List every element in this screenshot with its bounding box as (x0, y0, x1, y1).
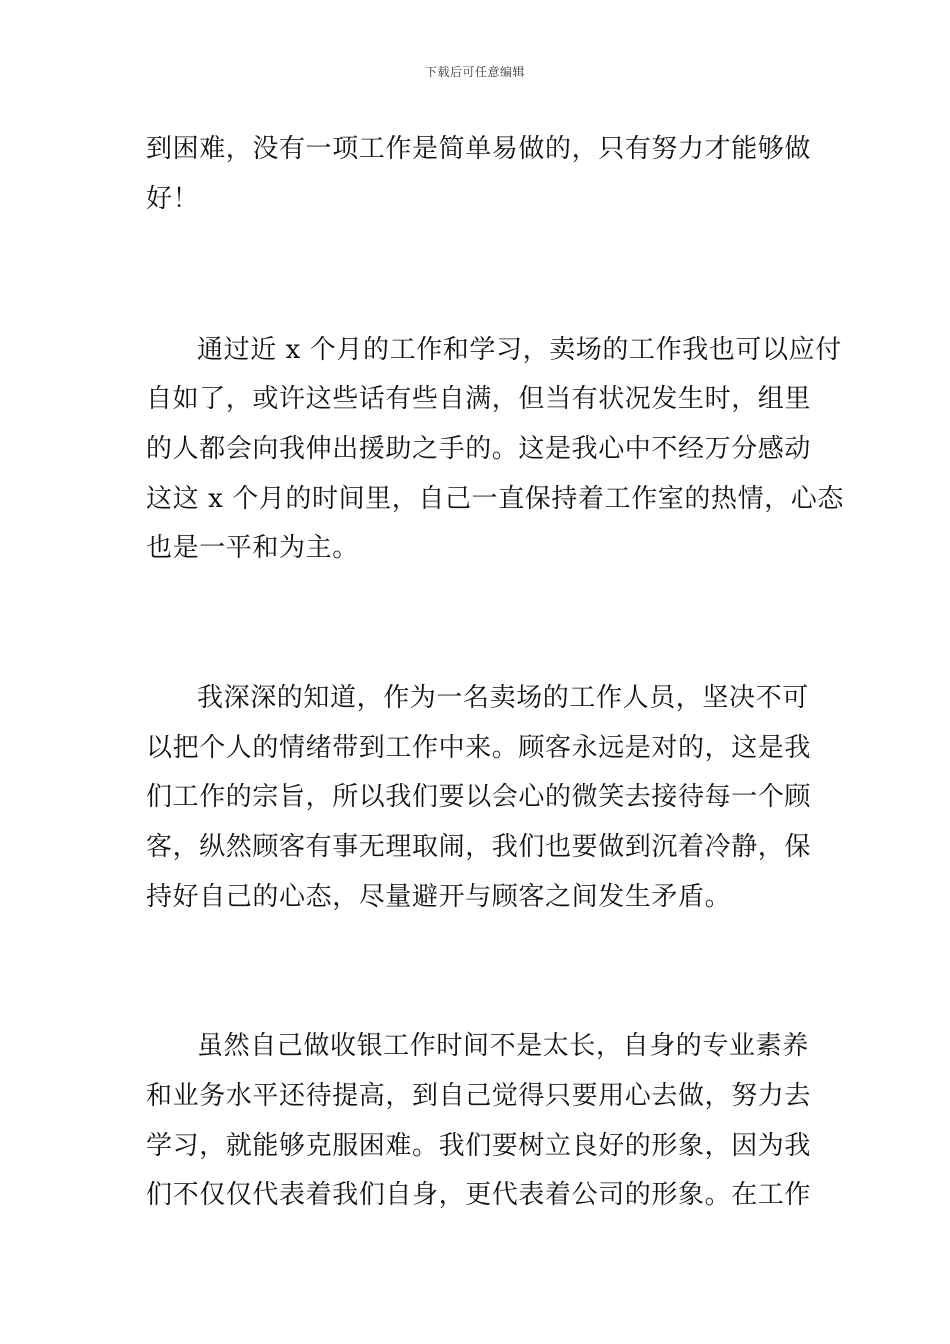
paragraph-line: 的人都会向我伸出援助之手的。这是我心中不经万分感动 (146, 434, 812, 464)
paragraph-line: 客，纵然顾客有事无理取闹，我们也要做到沉着冷静，保 (146, 832, 812, 862)
paragraph-line: 持好自己的心态，尽量避开与顾客之间发生矛盾。 (146, 882, 732, 912)
paragraph-line: 以把个人的情绪带到工作中来。顾客永远是对的，这是我 (146, 733, 812, 763)
paragraph-line: 这这 x 个月的时间里，自己一直保持着工作室的热情，心态 (146, 484, 844, 514)
paragraph-line: 我深深的知道，作为一名卖场的工作人员，坚决不可 (197, 683, 809, 713)
paragraph-line: 自如了，或许这些话有些自满，但当有状况发生时，组里 (146, 384, 812, 414)
page-header: 下载后可任意编辑 (424, 65, 525, 79)
paragraph-line: 虽然自己做收银工作时间不是太长，自身的专业素养 (197, 1031, 809, 1061)
paragraph-line: 们不仅仅代表着我们自身，更代表着公司的形象。在工作 (146, 1180, 812, 1210)
paragraph-line: 到困难，没有一项工作是简单易做的，只有努力才能够做 (146, 134, 812, 164)
paragraph-line: 也是一平和为主。 (146, 533, 359, 563)
paragraph-line: 通过近 x 个月的工作和学习，卖场的工作我也可以应付 (197, 335, 842, 365)
paragraph-line: 们工作的宗旨，所以我们要以会心的微笑去接待每一个顾 (146, 782, 812, 812)
paragraph-line: 和业务水平还待提高，到自己觉得只要用心去做，努力去 (146, 1081, 812, 1111)
paragraph-line: 好！ (146, 184, 200, 214)
paragraph-line: 学习，就能够克服困难。我们要树立良好的形象，因为我 (146, 1131, 812, 1161)
